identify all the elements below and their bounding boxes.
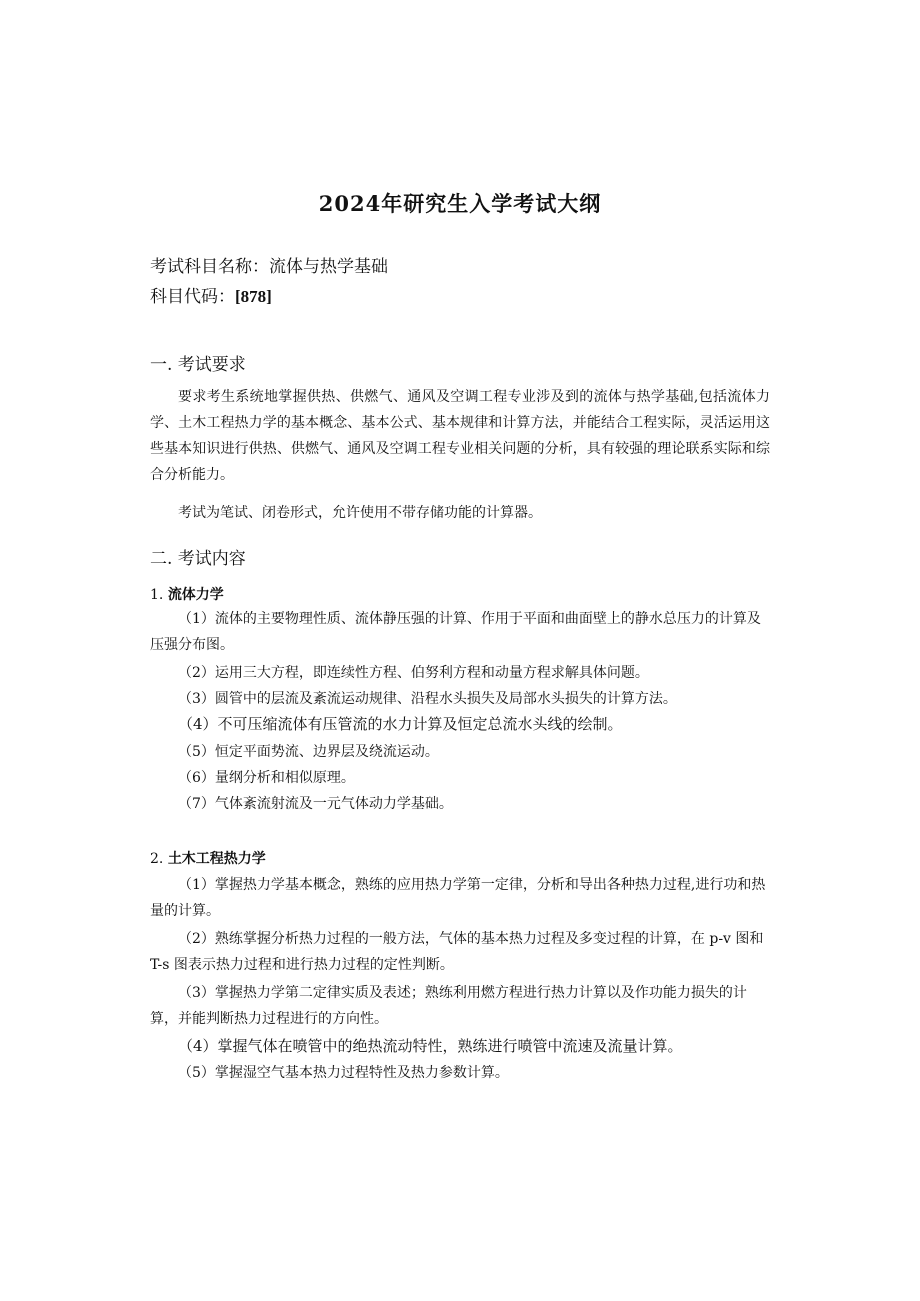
section-1-paragraph-2: 考试为笔试、闭卷形式，允许使用不带存储功能的计算器。 [178,505,542,521]
subsection-1-number: 1. [150,587,168,603]
section-1-heading: 一. 考试要求 [150,355,246,375]
fluid-item-3: （3）圆管中的层流及紊流运动规律、沿程水头损失及局部水头损失的计算方法。 [178,691,677,707]
code-line [150,282,770,307]
section-2-heading: 二. 考试内容 [150,549,246,569]
thermo-item-2: （2）熟练掌握分析热力过程的一般方法，气体的基本热力过程及多变过程的计算，在 p-v 图和 T-s 图表示热力过程和进行热力过程的定性判断。 [150,931,764,973]
fluid-item-1: （1）流体的主要物理性质、流体静压强的计算、作用于平面和曲面壁上的静水总压力的计算及压强分布图。 [150,611,761,653]
page-title: 2024年研究生入学考试大纲 [318,191,602,216]
subject-line [150,252,770,277]
thermo-item-5: （5）掌握湿空气基本热力过程特性及热力参数计算。 [178,1065,509,1081]
code-value: [878] [235,287,272,306]
thermo-item-4: （4）掌握气体在喷管中的绝热流动特性，熟练进行喷管中流速及流量计算。 [178,1037,683,1055]
fluid-item-4: （4）不可压缩流体有压管流的水力计算及恒定总流水头线的绘制。 [178,715,623,733]
fluid-item-2: （2）运用三大方程，即连续性方程、伯努利方程和动量方程求解具体问题。 [178,665,649,681]
thermo-item-3: （3）掌握热力学第二定律实质及表述；熟练利用燃方程进行热力计算以及作功能力损失的计算，并能判断热力过程进行的方向性。 [150,985,747,1027]
subject-value: 流体与热学基础 [269,257,388,277]
subject-label: 考试科目名称： [150,257,269,277]
subsection-1-title: 流体力学 [167,587,224,603]
subsection-1-heading [150,584,770,604]
thermo-item-1: （1）掌握热力学基本概念，熟练的应用热力学第一定律，分析和导出各种热力过程,进行功和热量的计算。 [150,877,766,919]
fluid-item-6: （6）量纲分析和相似原理。 [178,770,355,786]
subsection-2-number: 2. [150,851,168,867]
section-1-paragraph-1: 要求考生系统地掌握供热、供燃气、通风及空调工程专业涉及到的流体与热学基础,包括流体力学、土木工程热力学的基本概念、基本公式、基本规律和计算方法，并能结合工程实际，灵活运用这些基本知识进行供热、供燃气、通风及空调工程专业相关问题的分析，具有较强的理论联系实际和综合分析能力。 [150,389,770,483]
fluid-item-7: （7）气体紊流射流及一元气体动力学基础。 [178,796,453,812]
fluid-item-5: （5）恒定平面势流、边界层及绕流运动。 [178,744,439,760]
subsection-2-title: 土木工程热力学 [167,851,266,867]
code-label: 科目代码： [150,287,235,307]
subsection-2-heading [150,848,770,868]
